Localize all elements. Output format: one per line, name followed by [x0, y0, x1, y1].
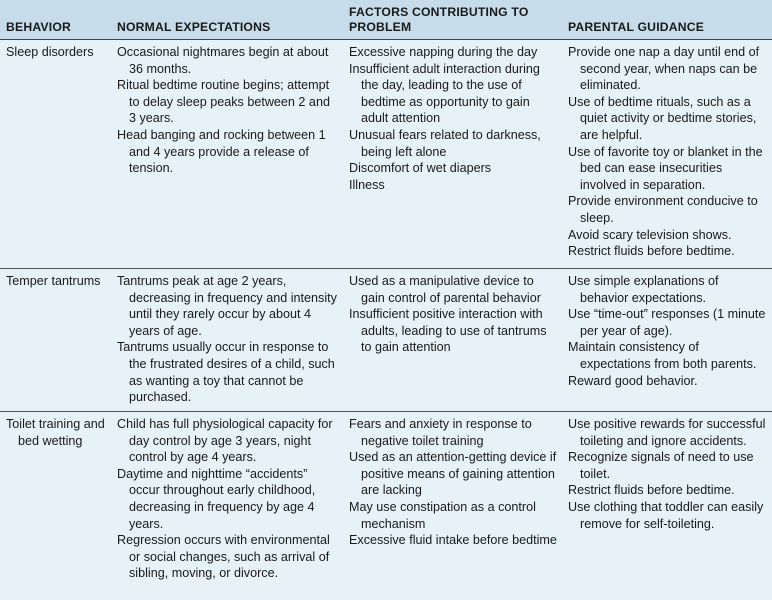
table-row	[0, 269, 772, 412]
normal-cell	[111, 269, 343, 412]
list-item: Use “time-out” responses (1 minute per year of age).	[568, 306, 768, 339]
header-normal-expectations: NORMAL EXPECTATIONS	[111, 0, 343, 40]
list-item: Use clothing that toddler can easily remove for self-toileting.	[568, 499, 768, 532]
list-item: Used as a manipulative device to gain control of parental behavior	[349, 273, 558, 306]
list-item: Restrict fluids before bedtime.	[568, 482, 768, 499]
list-item: Unusual fears related to darkness, being left alone	[349, 127, 558, 160]
list-item: Use simple explanations of behavior expectations.	[568, 273, 768, 306]
list-item: Excessive fluid intake before bedtime	[349, 532, 558, 549]
header-factors	[343, 0, 562, 40]
list-item: Insufficient adult interaction during the day, leading to the use of bedtime as opportunity to gain adult attention	[349, 61, 558, 127]
behavior-label: Temper tantrums	[6, 273, 107, 290]
behavior-cell	[0, 40, 111, 269]
table-row	[0, 40, 772, 269]
list-item: Discomfort of wet diapers	[349, 160, 558, 177]
behavior-label: Sleep disorders	[6, 44, 107, 61]
behavior-cell	[0, 412, 111, 600]
list-item: Daytime and nighttime “accidents” occur throughout early childhood, decreasing in frequency by age 4 years.	[117, 466, 339, 532]
list-item: Head banging and rocking between 1 and 4 years provide a release of tension.	[117, 127, 339, 177]
header-factors-line1: FACTORS CONTRIBUTING TO	[349, 5, 558, 20]
list-item: Avoid scary television shows.	[568, 227, 768, 244]
list-item: Use of favorite toy or blanket in the bed can ease insecurities involved in separation.	[568, 144, 768, 194]
list-item: Use of bedtime rituals, such as a quiet activity or bedtime stories, are helpful.	[568, 94, 768, 144]
list-item: Ritual bedtime routine begins; attempt to delay sleep peaks between 2 and 3 years.	[117, 77, 339, 127]
list-item: Reward good behavior.	[568, 373, 768, 390]
list-item: Provide environment conducive to sleep.	[568, 193, 768, 226]
list-item: Tantrums usually occur in response to the frustrated desires of a child, such as wanting a toy that cannot be purchased.	[117, 339, 339, 405]
list-item: Fears and anxiety in response to negative toilet training	[349, 416, 558, 449]
factors-cell	[343, 412, 562, 600]
list-item: Excessive napping during the day	[349, 44, 558, 61]
list-item: Maintain consistency of expectations from both parents.	[568, 339, 768, 372]
normal-cell	[111, 412, 343, 600]
guidance-cell	[562, 40, 772, 269]
behavior-cell	[0, 269, 111, 412]
list-item: Regression occurs with environmental or social changes, such as arrival of sibling, moving, or divorce.	[117, 532, 339, 582]
list-item: Use positive rewards for successful toileting and ignore accidents.	[568, 416, 768, 449]
factors-cell	[343, 40, 562, 269]
list-item: Occasional nightmares begin at about 36 months.	[117, 44, 339, 77]
header-parental-guidance: PARENTAL GUIDANCE	[562, 0, 772, 40]
header-row	[0, 0, 772, 40]
normal-cell	[111, 40, 343, 269]
factors-cell	[343, 269, 562, 412]
guidance-cell	[562, 269, 772, 412]
header-factors-line2: PROBLEM	[349, 20, 558, 35]
list-item: Illness	[349, 177, 558, 194]
list-item: Recognize signals of need to use toilet.	[568, 449, 768, 482]
list-item: Provide one nap a day until end of second year, when naps can be eliminated.	[568, 44, 768, 94]
list-item: May use constipation as a control mechanism	[349, 499, 558, 532]
behavior-label: Toilet training and bed wetting	[6, 416, 107, 449]
header-behavior: BEHAVIOR	[0, 0, 111, 40]
list-item: Used as an attention-getting device if positive means of gaining attention are lacking	[349, 449, 558, 499]
table-row	[0, 412, 772, 600]
list-item: Tantrums peak at age 2 years, decreasing in frequency and intensity until they rarely occur by about 4 years of age.	[117, 273, 339, 339]
guidance-cell	[562, 412, 772, 600]
list-item: Child has full physiological capacity for day control by age 3 years, night control by age 4 years.	[117, 416, 339, 466]
list-item: Restrict fluids before bedtime.	[568, 243, 768, 260]
list-item: Insufficient positive interaction with adults, leading to use of tantrums to gain attention	[349, 306, 558, 356]
